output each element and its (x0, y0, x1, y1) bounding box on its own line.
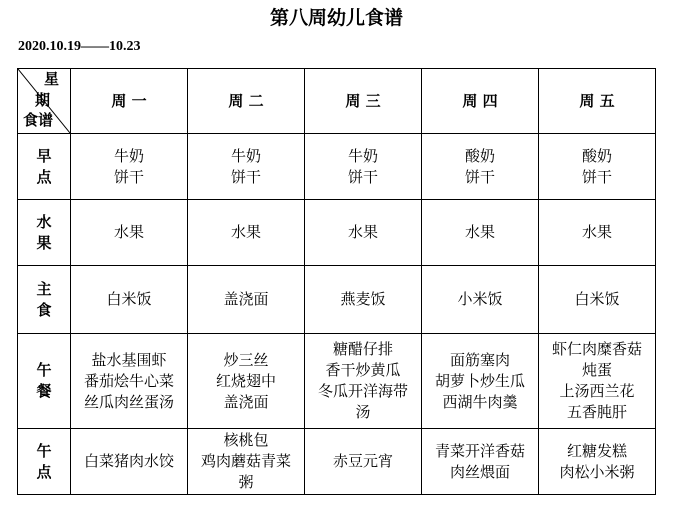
day-header-tue: 周 二 (188, 69, 305, 134)
table-row-staple (18, 266, 656, 334)
cell-snack-fri: 红糖发糕 肉松小米粥 (539, 429, 656, 495)
table-row-fruit (18, 200, 656, 266)
table-row-breakfast (18, 134, 656, 200)
cell-snack-tue: 核桃包 鸡肉蘑菇青菜 粥 (188, 429, 305, 495)
page-title: 第八周幼儿食谱 (269, 7, 403, 29)
cell-snack-wed: 赤豆元宵 (305, 429, 422, 495)
day-header-thu: 周 四 (422, 69, 539, 134)
row-label-fruit: 水 果 (18, 200, 71, 266)
day-header-mon: 周 一 (71, 69, 188, 134)
day-header-fri: 周 五 (539, 69, 656, 134)
cell-fruit-mon: 水果 (71, 200, 188, 266)
cell-fruit-tue: 水果 (188, 200, 305, 266)
cell-lunch-thu: 面筋塞肉 胡萝卜炒生瓜 西湖牛肉羹 (422, 334, 539, 429)
cell-fruit-wed: 水果 (305, 200, 422, 266)
row-label-snack: 午 点 (18, 429, 71, 495)
cell-breakfast-wed: 牛奶 饼干 (305, 134, 422, 200)
corner-label-week-top: 星 (44, 70, 60, 88)
cell-fruit-thu: 水果 (422, 200, 539, 266)
row-label-breakfast: 早 点 (18, 134, 71, 200)
date-range: 2020.10.19——10.23 (18, 39, 141, 54)
cell-breakfast-thu: 酸奶 饼干 (422, 134, 539, 200)
cell-breakfast-tue: 牛奶 饼干 (188, 134, 305, 200)
cell-staple-tue: 盖浇面 (188, 266, 305, 334)
corner-cell (18, 69, 71, 134)
row-label-staple: 主 食 (18, 266, 71, 334)
cell-snack-mon: 白菜猪肉水饺 (71, 429, 188, 495)
menu-table (17, 68, 656, 495)
cell-staple-mon: 白米饭 (71, 266, 188, 334)
table-row-snack (18, 429, 656, 495)
corner-label-week-bottom: 期 (35, 91, 51, 109)
cell-snack-thu: 青菜开洋香菇 肉丝煨面 (422, 429, 539, 495)
cell-breakfast-mon: 牛奶 饼干 (71, 134, 188, 200)
corner-label-menu: 食谱 (23, 111, 54, 129)
cell-breakfast-fri: 酸奶 饼干 (539, 134, 656, 200)
cell-staple-wed: 燕麦饭 (305, 266, 422, 334)
cell-lunch-tue: 炒三丝 红烧翅中 盖浇面 (188, 334, 305, 429)
cell-lunch-mon: 盐水基围虾 番茄烩牛心菜 丝瓜肉丝蛋汤 (71, 334, 188, 429)
row-label-lunch: 午 餐 (18, 334, 71, 429)
cell-lunch-wed: 糖醋仔排 香干炒黄瓜 冬瓜开洋海带 汤 (305, 334, 422, 429)
cell-fruit-fri: 水果 (539, 200, 656, 266)
cell-lunch-fri: 虾仁肉糜香菇 炖蛋 上汤西兰花 五香肫肝 (539, 334, 656, 429)
table-row-lunch (18, 334, 656, 429)
cell-staple-fri: 白米饭 (539, 266, 656, 334)
header-row (18, 69, 656, 134)
cell-staple-thu: 小米饭 (422, 266, 539, 334)
day-header-wed: 周 三 (305, 69, 422, 134)
